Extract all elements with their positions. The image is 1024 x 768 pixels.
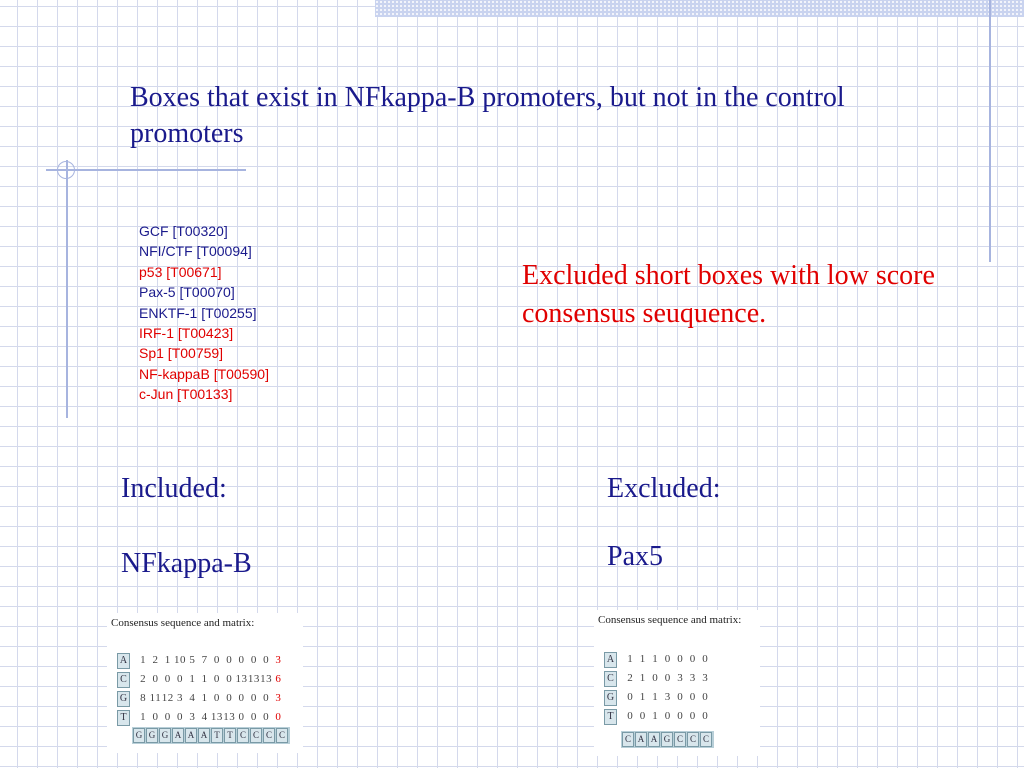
box-list-item: Sp1 [T00759]	[139, 345, 224, 362]
matrix-cell: 0	[275, 711, 282, 723]
decorative-circle	[57, 161, 75, 179]
matrix-cell: 0	[213, 654, 220, 666]
matrix-cell: 3	[275, 692, 282, 704]
consensus-base: C	[700, 732, 712, 747]
matrix-cell: 0	[164, 711, 171, 723]
matrix-caption: Consensus sequence and matrix:	[598, 614, 742, 626]
included-name: NFkappa-B	[121, 548, 252, 579]
consensus-base: T	[211, 728, 223, 743]
excluded-matrix-panel	[594, 610, 760, 756]
matrix-cell: 12	[161, 692, 174, 704]
included-matrix-panel	[107, 613, 303, 753]
consensus-base: T	[224, 728, 236, 743]
matrix-cell: 0	[177, 711, 184, 723]
consensus-base: G	[159, 728, 171, 743]
matrix-cell: 0	[152, 711, 159, 723]
matrix-cell: 3	[677, 672, 684, 684]
matrix-cell: 1	[652, 653, 659, 665]
matrix-cell: 0	[664, 653, 671, 665]
box-list	[139, 221, 269, 405]
matrix-cell: 4	[201, 711, 208, 723]
matrix-cell: 1	[639, 691, 646, 703]
matrix-row	[137, 673, 285, 685]
matrix-cell: 0	[702, 710, 709, 722]
matrix-cell: 0	[238, 711, 245, 723]
consensus-sequence	[132, 727, 290, 744]
matrix-cell: 0	[226, 692, 233, 704]
matrix-cell: 0	[263, 711, 270, 723]
matrix-cell: 0	[226, 654, 233, 666]
matrix-cell: 0	[639, 710, 646, 722]
matrix-cell: 1	[140, 711, 147, 723]
matrix-row	[137, 711, 285, 723]
excluded-name: Pax5	[607, 541, 663, 572]
matrix-cell: 13	[223, 711, 236, 723]
decorative-right-vertical-line	[989, 0, 991, 262]
matrix-cell: 0	[263, 654, 270, 666]
consensus-base: A	[648, 732, 660, 747]
excluded-note: Excluded short boxes with low score consensus seuquence.	[522, 260, 935, 329]
matrix-cell: 2	[140, 673, 147, 685]
decorative-horizontal-line	[46, 169, 246, 171]
consensus-base: A	[198, 728, 210, 743]
matrix-cell: 3	[275, 654, 282, 666]
matrix-caption: Consensus sequence and matrix:	[111, 617, 255, 629]
consensus-base: C	[687, 732, 699, 747]
matrix-cell: 0	[250, 654, 257, 666]
matrix-cell: 0	[652, 672, 659, 684]
matrix-cell: 1	[639, 653, 646, 665]
matrix-cell: 13	[235, 673, 248, 685]
matrix-base-letter: C	[117, 672, 130, 688]
matrix-cell: 0	[250, 692, 257, 704]
matrix-cell: 11	[149, 692, 162, 704]
matrix-cell: 0	[238, 654, 245, 666]
matrix-cell: 1	[140, 654, 147, 666]
matrix-cell: 0	[689, 653, 696, 665]
matrix-cell: 0	[689, 710, 696, 722]
matrix-cell: 0	[677, 691, 684, 703]
matrix-cell: 13	[210, 711, 223, 723]
matrix-cell: 1	[652, 710, 659, 722]
matrix-row	[137, 654, 285, 666]
matrix-cell: 0	[213, 673, 220, 685]
matrix-cell: 3	[664, 691, 671, 703]
matrix-cell: 10	[174, 654, 187, 666]
matrix-base-letter: T	[604, 709, 617, 725]
consensus-base: G	[146, 728, 158, 743]
matrix-cell: 2	[627, 672, 634, 684]
matrix-cell: 2	[152, 654, 159, 666]
consensus-base: A	[635, 732, 647, 747]
consensus-base: C	[237, 728, 249, 743]
matrix-cell: 0	[677, 653, 684, 665]
matrix-cell: 0	[213, 692, 220, 704]
matrix-cell: 1	[189, 673, 196, 685]
consensus-base: G	[661, 732, 673, 747]
consensus-sequence	[621, 731, 714, 748]
decorative-top-band	[375, 0, 1024, 17]
matrix-cell: 0	[263, 692, 270, 704]
matrix-cell: 0	[152, 673, 159, 685]
matrix-cell: 1	[201, 692, 208, 704]
matrix-cell: 13	[247, 673, 260, 685]
matrix-cell: 0	[677, 710, 684, 722]
matrix-base-letter: C	[604, 671, 617, 687]
box-list-item: p53 [T00671]	[139, 263, 222, 280]
matrix-cell: 1	[201, 673, 208, 685]
matrix-base-letter: A	[117, 653, 130, 669]
consensus-base: C	[263, 728, 275, 743]
matrix-cell: 13	[260, 673, 273, 685]
consensus-base: C	[674, 732, 686, 747]
matrix-cell: 1	[652, 691, 659, 703]
matrix-row	[624, 653, 712, 665]
matrix-cell: 1	[627, 653, 634, 665]
matrix-cell: 5	[189, 654, 196, 666]
matrix-cell: 3	[689, 672, 696, 684]
matrix-cell: 0	[689, 691, 696, 703]
matrix-cell: 0	[664, 710, 671, 722]
slide-title: Boxes that exist in NFkappa-B promoters, but not in the control promoters	[130, 82, 845, 149]
matrix-cell: 1	[164, 654, 171, 666]
consensus-base: G	[133, 728, 145, 743]
matrix-cell: 0	[627, 710, 634, 722]
matrix-cell: 0	[177, 673, 184, 685]
box-list-item: c-Jun [T00133]	[139, 386, 233, 403]
matrix-cell: 3	[177, 692, 184, 704]
matrix-cell: 0	[702, 653, 709, 665]
decorative-left-vertical-line	[66, 160, 68, 418]
consensus-base: A	[172, 728, 184, 743]
box-list-item: GCF [T00320]	[139, 223, 228, 239]
matrix-cell: 1	[639, 672, 646, 684]
matrix-cell: 0	[250, 711, 257, 723]
matrix-cell: 0	[226, 673, 233, 685]
matrix-cell: 0	[664, 672, 671, 684]
box-list-item: IRF-1 [T00423]	[139, 325, 234, 342]
consensus-base: C	[276, 728, 288, 743]
matrix-row	[624, 672, 712, 684]
matrix-cell: 0	[164, 673, 171, 685]
matrix-cell: 0	[627, 691, 634, 703]
matrix-row	[137, 692, 285, 704]
matrix-base-letter: G	[604, 690, 617, 706]
matrix-row	[624, 691, 712, 703]
box-list-item: NFI/CTF [T00094]	[139, 243, 252, 260]
box-list-item: Pax-5 [T00070]	[139, 284, 235, 301]
excluded-heading: Excluded:	[607, 473, 721, 504]
consensus-base: C	[250, 728, 262, 743]
matrix-cell: 3	[189, 711, 196, 723]
box-list-item: NF-kappaB [T00590]	[139, 365, 269, 382]
matrix-cell: 4	[189, 692, 196, 704]
matrix-row	[624, 710, 712, 722]
matrix-base-letter: T	[117, 710, 130, 726]
box-list-item: ENKTF-1 [T00255]	[139, 304, 257, 321]
matrix-cell: 8	[140, 692, 147, 704]
included-heading: Included:	[121, 473, 227, 504]
matrix-cell: 6	[275, 673, 282, 685]
matrix-cell: 7	[201, 654, 208, 666]
matrix-cell: 0	[702, 691, 709, 703]
consensus-base: C	[622, 732, 634, 747]
matrix-cell: 0	[238, 692, 245, 704]
consensus-base: A	[185, 728, 197, 743]
matrix-base-letter: A	[604, 652, 617, 668]
matrix-base-letter: G	[117, 691, 130, 707]
matrix-cell: 3	[702, 672, 709, 684]
